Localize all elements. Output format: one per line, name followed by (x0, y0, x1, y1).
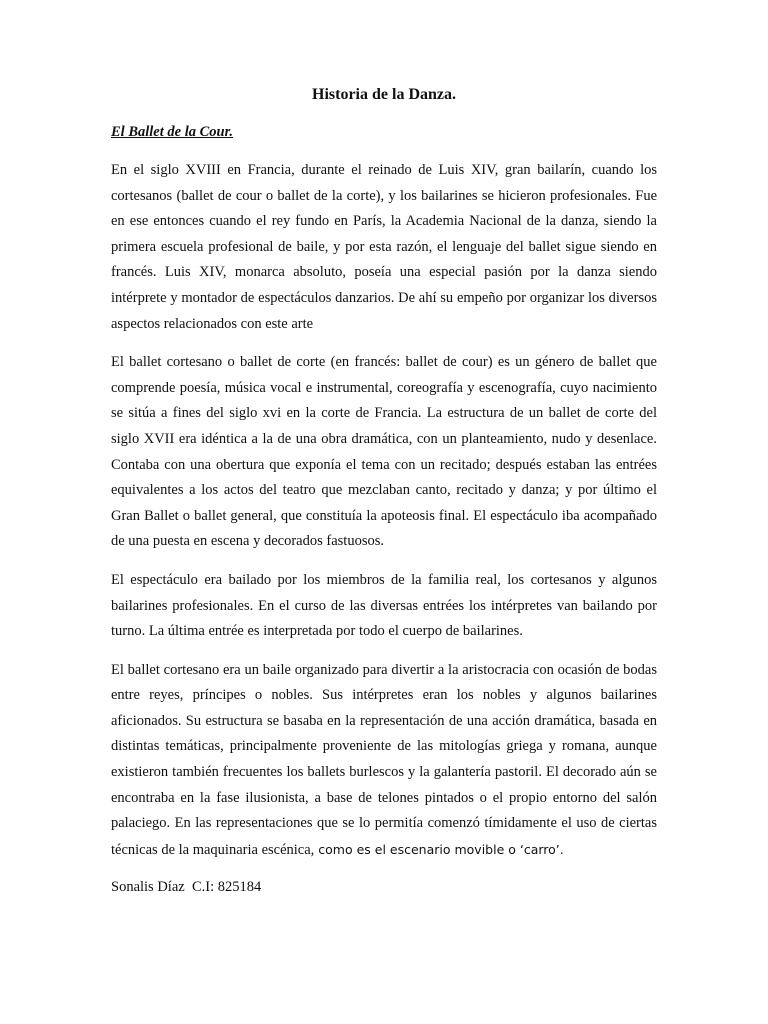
author-signature: Sonalis Díaz C.I: 825184 (111, 879, 262, 896)
paragraph-4-main: El ballet cortesano era un baile organizado para divertir a la aristocracia con ocasión de bodas entre reyes, príncipes o nobles. Sus intérpretes eran los nobles y algunos bailarines aficionados. Su estructura se basaba en la representación de una acción dramática, basada en distintas temáticas, principalmente proveniente de las mitologías griega y romana, aunque existieron también frecuentes los ballets burlescos y la galantería pastoril. El decorado aún se encontraba en la fase ilusionista, a base de telones pintados o el propio entorno del salón palaciego. En las representaciones que se lo permitía comenzó tímidamente el uso de ciertas técnicas de la maquinaria escénica, (111, 661, 657, 858)
document-title: Historia de la Danza. (312, 86, 456, 103)
section-heading: El Ballet de la Cour. (111, 124, 234, 140)
paragraph-4-tail: como es el escenario movible o ‘carro’. (314, 841, 564, 857)
document-body (111, 84, 657, 898)
paragraph-1: En el siglo XVIII en Francia, durante el reinado de Luis XIV, gran bailarín, cuando los cortesanos (ballet de cour o ballet de la corte), y los bailarines se hicieron profesionales. Fue en ese entonces cuando el rey fundo en París, la Academia Nacional de la danza, siendo la primera escuela profesional de baile, y por esta razón, el lenguaje del ballet sigue siendo en francés. Luis XIV, monarca absoluto, poseía una especial pasión por la danza siendo intérprete y montador de espectáculos danzarios. De ahí su empeño por organizar los diversos aspectos relacionados con este arte (111, 162, 657, 332)
paragraph-4 (111, 658, 657, 864)
paragraph-3: El espectáculo era bailado por los miembros de la familia real, los cortesanos y algunos bailarines profesionales. En el curso de las diversas entrées los intérpretes van bailando por turno. La última entrée es interpretada por todo el cuerpo de bailarines. (111, 571, 657, 640)
paragraph-2: El ballet cortesano o ballet de corte (en francés: ballet de cour) es un género de ballet que comprende poesía, música vocal e instrumental, coreografía y escenografía, cuyo nacimiento se sitúa a fines del siglo xvi en la corte de Francia. La estructura de un ballet de corte del siglo XVII era idéntica a la de una obra dramática, con un planteamiento, nudo y desenlace. Contaba con una obertura que exponía el tema con un recitado; después estaban las entrées equivalentes a los actos del teatro que mezclaban canto, recitado y danza; y por último el Gran Ballet o ballet general, que constituía la apoteosis final. El espectáculo iba acompañado de una puesta en escena y decorados fastuosos. (111, 354, 657, 550)
